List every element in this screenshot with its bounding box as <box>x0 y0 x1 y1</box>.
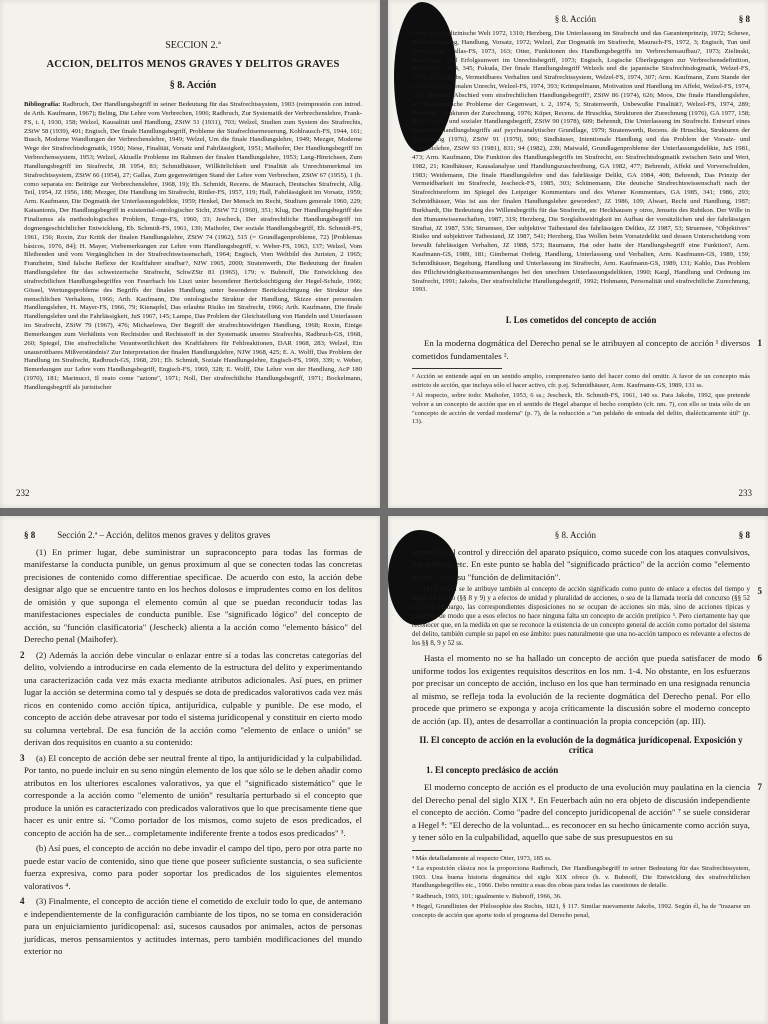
paragraph-7 <box>412 781 762 843</box>
paragraph-text: (2) Además la acción debe vincular o enlazar entre sí a todas las concretas categorías del delito, volviendo a introducirse en cada elemento de la estructura del delito y experimentando una caracterización cada vez más exacta mediante atributos adicionales. Así pues, en primer lugar la acción se determina como tal y después se dota de predicados valorativos cada vez más ricos en contenido como acción típica, antijurídica, culpable y punible. De ese modo, el concepto de acción debe atravesar por todo el sistema jurídicopenal y constituir en cierto modo su columna vertebral. De esa función de la acción como "elemento de enlace o unión" se derivan dos requisitos en cuanto a su contenido: <box>24 649 362 748</box>
paragraph-text: El moderno concepto de acción es el producto de una evolución muy paulatina en la ciencia del Derecho penal del siglo XIX ⁶. En Feuerbach aún no era objeto de discusión independiente el concepto de acción. Como "padre del concepto jurídicopenal de acción" ⁷ se suele considerar a Hegel ⁸: "El derecho de la voluntad... es reconocer en su hecho únicamente como acción suya, y tener sólo en la culpabilidad, aquello que sabe de sus presupuestos en su <box>412 782 750 843</box>
book-page-lower-left <box>0 516 380 1024</box>
margin-number: 4 <box>20 896 25 907</box>
page-number: 232 <box>16 488 30 498</box>
paragraph <box>20 752 362 839</box>
bibliography-continued: Sicht, Die medizinische Welt 1972, 1310; Herzberg, Die Unterlassung im Strafrecht und das Garantenprinzip, 1972; Schewe, Reflexbewegung, Handlung, Vorsatz, 1972; Welzel, Zur Dogmatik im Strafrecht, Maurach-FS, 1972, 3; Engisch, Tun und Unterlassen, Gallas-FS, 1973, 163; Otter, Funktionen des Handlungsbegriffs im Verbrechensaufbau?, 1973; Zielinski, Handlungs- und Erfolgsunwert im Unrechtsbegriff, 1973; Engisch, Logische Überlegungen zur Verbrechensdefinition, Welzel-FS, 1974, 345; Fukuda, Der finale Handlungsbegriff Welzels und die japanische Strafrechtsdogmatik, Welzel-FS, 1974, 251; Jakobs, Vermeidbares Verhalten und Strafrechtssystem, Welzel-FS, 1974, 307; Arm. Kaufmann, Zum Stande der Lehre vom personalen Unrecht, Welzel-FS, 1974, 393; Krümpelmann, Motivation und Handlung im Affekt, Welzel-FS, 1974, 327; Maiwald, Abschied vom strafrechtlichen Handlungsbegriff?, ZStW 86 (1974), 626; Moos, Die finale Handlungslehre, en: Strafrechtliche Probleme der Gegenwart, t. 2, 1974, 5; Stratenwerth, Unbewußte Finalität?, Welzel-FS, 1974, 289; Hruschka, Strukturen der Zurechnung, 1976; Küper, Recens. de Hruschka, Strukturen der Zurechnung (1976), GA 1977, 158; Bloy, Finaler und sozialer Handlungsbegriff, ZStW 90 (1978), 609; Behrendt, Die Unterlassung im Strafrecht. Entwurf eines negativen Handlungsbegriffs auf psychoanalytischer Grundlage, 1979; Stratenwerth, Recens. de Hruschka, Strukturen der Zurechnung (1976), ZStW 91 (1979), 906; Sindhäuser, Intentionale Handlung und das Problem der Vorsatz- und Unrechtslehre, ZStW 93 (1981), 831; 94 (1982), 239; Maiwald, Grundlagenprobleme der Unterlassungsdelikte, JuS 1981, 473; Arm. Kaufmann, Die Funktion des Handlungsbegriffs im Strafrecht, en: Strafrechtsdogmatik zwischen Sein und Wert, 1982, 21; Kindhäuser, Kausalanalyse und Handlungszuschreibung, GA 1982, 477; Behrendt, Affekt und Vorverschulden, 1983; Weidemann, Die finale Handlungslehre und das fahrlässige Delikt, GA 1984, 408; Behrendt, Das Prinzip der Vermeidbarkeit im Strafrecht, Jescheck-FS, 1985, 303; Schünemann, Die deutsche Strafrechtswissenschaft nach der Strafrechtsreform im Spiegel des Leipziger Kommentars und des Wiener Kommentars, GA 1985, 341; 1986, 293; Schmidhäuser, Was ist aus der finalen Handlungslehre geworden?, JZ 1986, 109; Alwart, Recht und Handlung, 1987; Burkhardt, Die Bedeutung des Willensbegriffs für das Strafrecht, en: Heckhausen y otros, Jenseits des Rubikon. Der Wille in den Humanwissenschaften, 1987, 319; Herzberg, Die Sorgfaltswidrigkeit im Aufbau der vorsätzlichen und der fahrlässigen Straftat, JZ 1987, 536; Struensee, Der subjektive Tatbestand des fahrlässigen Delikts, JZ 1987, 53; Struensee, "Objektives" Risiko und subjektiver Tatbestand, JZ 1987, 541; Herzberg, Das Wollen beim Vorsatzdelikt und dessen Unterscheidung vom bewußt fahrlässigen Verhalten, JZ 1988, 573; Baumann, Hat oder hatte der Handlungsbegriff eine Funktion?, Arm. Kaufmann-GS, 1989, 181; Gimbernat Ordeig, Handlung, Unterlassung und Verhalten, Arm. Kaufmann-GS, 1989, 159; Schmidhäuser, Begehung, Handlung und Unterlassung im Strafrecht, Arm. Kaufmann-GS, 1989, 131; Kahlo, Das Problem des Pflichtwidrigkeitszusammenhanges bei den unechten Unterlassungsdelikten, 1990; Kargl, Handlung und Ordnung im Strafrecht, 1991; Jakobs, Der strafrechtliche Handlungsbegriff, 1992; Hohmann, Personalität und strafrechtliche Zurechnung, 1993. <box>412 30 750 294</box>
margin-number: 7 <box>757 782 762 793</box>
footnote: ⁸ Hegel, Grundlinien der Philosophie des Rechts, 1821, § 117. Similar nuevamente Jakobs, 1992. Según él, ha de "trazarse un concepto de acción que aporte todo el programa del Derecho penal, <box>412 903 750 919</box>
paragraph <box>24 842 362 892</box>
paragraph-text: Hasta el momento no se ha hallado un concepto de acción que pueda satisfacer de modo uniforme todos los exigentes requisitos descritos en los nm. 1-4. No obstante, en los esfuerzos por precisar un concepto de acción, incluso en los que han terminado en una resignada renuncia al mismo, se refleja toda la evolución de la reciente dogmática del Derecho penal. Por ello procede que primero se exponga y acoja críticamente la discusión sobre el moderno concepto de acción (ap. II), antes de desarrollar a continuación la propia concepción (ap. III). <box>412 653 750 726</box>
paragraph-4-small <box>412 586 762 649</box>
paragraph-text: sometidas al control y dirección del aparato psíquico, como sucede con los ataques convulsivos, los delirios, etc. En este punto se habla del "significado práctico" de la acción como "elemento límite", o de su "función de delimitación". <box>412 547 750 582</box>
section-heading-I: I. Los cometidos del concepto de acción <box>505 315 657 326</box>
running-header <box>24 530 362 540</box>
running-head-mark: § 8 <box>24 530 36 540</box>
margin-number: 3 <box>20 752 25 763</box>
running-head-mark: § 8 <box>738 530 750 540</box>
margin-number: 5 <box>757 586 762 597</box>
paragraph-text: (3) Finalmente, el concepto de acción tiene el cometido de excluir todo lo que, de antemano e independientemente de la configuración cambiante de los tipos, no se toma en consideración para un enjuiciamiento jurídicopenal: así, sucesos causados por animales, actos de personas jurídicas, meros pensamientos y actitudes internas, pero también modificaciones del mundo exterior no <box>24 896 362 957</box>
running-head-title: Sección 2.ª – Acción, delitos menos graves y delitos graves <box>57 530 271 540</box>
paragraph <box>20 895 362 957</box>
margin-number: 6 <box>757 653 762 664</box>
footnotes <box>412 373 750 426</box>
paragraph-heading: § 8. Acción <box>169 80 217 91</box>
bibliography-block <box>24 101 362 393</box>
paragraph-6 <box>412 652 762 727</box>
running-header <box>412 14 750 24</box>
running-head-title: § 8. Acción <box>554 14 596 24</box>
book-page-lower-right <box>388 516 768 1024</box>
margin-number: 2 <box>20 649 25 660</box>
paragraph-1 <box>412 337 762 362</box>
body-text <box>20 546 362 958</box>
page-number: 233 <box>738 488 752 498</box>
footnote: ³ Más detalladamente al respecto Otter, 1973, 185 ss. <box>412 854 552 862</box>
chapter-title: ACCION, DELITOS MENOS GRAVES Y DELITOS GRAVES <box>46 59 340 70</box>
running-head-title: § 8. Acción <box>554 530 596 540</box>
bibliography-text: Radbruch, Der Handlungsbegriff in seiner Bedeutung für das Strafrechtssystem, 1903 (reimpresión con introd. de Arth. Kaufmann, 1967); Beling, Die Lehre vom Verbrechen, 1906; Radbruch, Zur Systematik der Verbrechenslehre, Frank-FS, t. I, 1930, 158; Welzel, Kausalität und Handlung, ZStW 51 (1931), 703; Welzel, Studien zum System des Strafrechts, ZStW 58 (1939), 491; Engisch, Der finale Handlungsbegriff, Probleme der Strafrechtserneuerung, Kohlrausch-FS, 1944, 161; Busch, Moderne Wandlungen der Verbrechenslehre, 1949; Welzel, Um die finale Handlungslehre, 1949; Mezger, Moderne Wege der Strafrechtsdogmatik, 1950; Niese, Finalität, Vorsatz und Fahrlässigkeit, 1951; Maihofer, Der Handlungsbegriff im Verbrechenssystem, 1953; Welzel, Aktuelle Probleme im Rahmen der finalen Handlungslehre, 1953; Lang-Hinrichsen, Zum Handlungsbegriff im Strafrecht, JR 1954, 83; Schmidhäuser, Willkürlichkeit und Finalität als Unrechtsmerkmal im Strafrechtssystem, ZStW 66 (1954), 27; Gallas, Zum gegenwärtigen Stand der Lehre vom Verbrechen, ZStW 67 (1955), 1 (h. como separata en: Beiträge zur Verbrechenslehre, 1968, 19); Eb. Schmidt, Recens. de Maurach, Deutsches Strafrecht, Allg. Teil, 1954, JZ 1956, 188; Mezger, Die Handlung im Strafrecht, Rittler-FS, 1957, 119; Hall, Fahrlässigkeit im Vorsatz, 1959; Arm. Kaufmann, Die Dogmatik der Unterlassungsdelikte, 1959; Henkel, Der Mensch im Recht, Studium generale 1960, 229; Katsantonis, Der Handlungsbegriff in existential-ontologischer Sicht, ZStW 72 (1960), 351; Klug, Der Handlungsbegriff des Finalismus als methodologisches Problem, Emge-FS, 1960, 33; Jescheck, Der strafrechtliche Handlungsbegriff im dogmengeschichtlicher Entwicklung, Eb. Schmidt-FS, 1961, 139; Maihofer, Der soziale Handlungsbegriff, Eb. Schmidt-FS, 1961, 156; Roxin, Zur Kritik der finalen Handlungslehre, ZStW 74 (1962), 515 (= Grundlagenprobleme, 72) [Problemas básicos, 1976, 84]; H. Mayer, Vorbemerkungen zur Lehre vom Handlungsbegriff, v. Weber-FS, 1963, 137; Welzel, Vom Bleibenden und vom Vergänglichen in der Strafrechtswissenschaft, 1964; Engisch, Vom Weltbild des Juristen, 2 1965; Franzheim, Sind falsche Reflexe der Kraftfahrer strafbar?, NJW 1965, 2000; Stratenwerth, Die Bedeutung der finalen Handlungslehre für das schweizerische Strafrecht, SchwZStr 81 (1965), 179; v. Bubnoff, Die Entwicklung des strafrechtlichen Handlungsbegriffes von Feuerbach bis Liszt unter besonderer Berücksichtigung der Hegel-Schule, 1966; Gössel, Wertungsprobleme des Begriffs der finalen Handlung unter besonderer Berücksichtigung der Struktur des menschlichen Verhaltens, 1966; Arth. Kaufmann, Die ontologische Struktur der Handlung, Skizze einer personalen Handlungslehre, H. Mayer-FS, 1966, 79; Kienapfel, Das erlaubte Risiko im Strafrecht, 1966; Arth. Kaufmann, Die finale Handlungslehre und die Fahrlässigkeit, JuS 1967, 145; Lampe, Das Problem der Gleichstellung von Handeln und Unterlassen im Strafrecht, ZStW 79 (1967), 476; Michaelowa, Der Begriff der strafrechtswidrigen Handlung, 1968; Roxin, Einige Bemerkungen zum Verhältnis von Rechtsidee und Rechtsstoff in der Systematik unseres Strafrechts, Radbruch-GS, 1968, 260; Spiegel, Die strafrechtliche Verantwortlichkeit des Kraftfahrers für Fehlreaktionen, DAR 1968, 283; Welzel, Ein unausrottbares Mißverständnis? Zur Interpretation der finalen Handlungslehre, NJW 1968, 425; E. A. Wolff, Das Problem der Handlung im Strafrecht, Radbruch-GS, 1968, 291; Eb. Schmidt, Soziale Handlungslehre, Engisch-FS, 1969, 339; v. Weber, Bemerkungen zur Lehre vom Handlungsbegriff, Engisch-FS, 1969, 328; E. Wolff, Die Lehre von der Handlung, AcP 180 (1970), 181; Marinucci, Il reato come "azione", 1971; Noll, Der strafrechtliche Handlungsbegriff, 1971; Bockelmann, Handlungsbegriff als juristischer <box>24 101 362 391</box>
paragraph-text: (4) A veces se le atribuye también al concepto de acción significado como punto de enlace a efectos del tiempo y lugar del hecho (§§ 8 y 9) y a efectos de unidad y pluralidad de acciones, o sea de la llamada teoría del concurso (§§ 52 ss.). Sin embargo, las correspondientes disposiciones no se ocupan de acciones sin más, sino de acciones típicas y punibles, de modo que a esos efectos no hace ninguna falta un concepto de acción pretípico ⁵. Pero ciertamente hay que reconocer que, en la medida en que se reconoce la existencia de un concepto general de acción como portador del sistema del delito, también cumple su papel en ese ámbito: pues naturalmente que una no-acción tampoco es relevante a efectos de los §§ 8, 9 y 52 ss. <box>412 586 750 648</box>
section-heading-II: II. El concepto de acción en la evolución de la dogmática jurídicopenal. Exposición y crítica <box>419 735 743 756</box>
footnote: ² Al respecto, sobre todo: Maihofer, 1953, 6 ss.; Jescheck, Eb. Schmidt-FS, 1961, 140 ss. Para Jakobs, 1992, que pretende volver a un concepto de acción que en el sentido de Hegel abarque el hecho completo (cfr. nm. 7), con ello se trata sólo de un "concepto de acción de verdad moderna" (p. 7), de la reducción a "un peldaño de entrada del delito, dialécticamente útil" (p. 13). <box>412 392 750 426</box>
bibliography-label: Bibliografía: <box>24 101 61 108</box>
subsection-heading-1: 1. El concepto preclásico de acción <box>426 765 559 776</box>
paragraph <box>20 649 362 749</box>
footnote-rule <box>412 368 502 369</box>
paragraph <box>24 546 362 646</box>
footnote: ⁷ Radbruch, 1903, 101; igualmente v. Bubnoff, 1966, 36. <box>412 892 562 900</box>
running-head-mark: § 8 <box>738 14 750 24</box>
footnote: ⁴ La exposición clásica nos la proporciona Radbruch, Der Handlungsbegriff in seiner Bedeutung für das Strafrechtssystem, 1903. Una buena historia dogmática del siglo XIX ofrece (h. v. Bubnoff, Die Entwicklung des strafrechtlichen Handlungsbegriffes etc., 1966. Debo remitir a esas dos obras para todas las cuestiones de detalle. <box>412 865 750 890</box>
paragraph-text: (a) El concepto de acción debe ser neutral frente al tipo, la antijuridicidad y la culpabilidad. Por tanto, no puede incluir en su seno ningún elemento de los que sólo se le deben añadir como atributos en los ulteriores escalones valorativos, ya que el "significado sistemático" que le corresponde a la acción como "elemento de unión" resultaría perturbado si el concepto que produce la unión es caracterizado con predicados valorativos que lo que precisamente tiene que hacer es unir entre sí. "Como portador de los mismos, como sujeto de esos predicados, el concepto de acción ha de ser... completamente indiferente frente a todos esos predicados" ³. <box>24 752 362 838</box>
footnote-rule <box>412 850 502 851</box>
book-page-232 <box>0 0 380 508</box>
paragraph-text: En la moderna dogmática del Derecho penal se le atribuyen al concepto de acción ¹ diversos cometidos fundamentales ². <box>412 338 750 361</box>
section-heading: SECCION 2.ª <box>165 40 221 51</box>
paragraph-continued <box>412 546 750 583</box>
paragraph-text: (b) Así pues, el concepto de acción no debe invadir el campo del tipo, pero por otra parte no puede estar vacío de contenido, sino que tiene que poseer suficiente sustancia, o sea suficiente fuerza expresiva, como para poder soportar los predicados de los siguientes elementos valorativos ⁴. <box>24 843 362 891</box>
margin-number: 1 <box>757 338 762 349</box>
footnote: ¹ Acción se entiende aquí en un sentido amplio, comprensivo tanto del hacer como del omitir. A favor de un concepto más estricto de acción, que incluya sólo el hacer activo, cfr. p.ej. Schmidhäuser, Arm. Kaufmann-GS, 1989, 131 ss. <box>412 373 750 389</box>
paragraph-text: (1) En primer lugar, debe suministrar un supraconcepto para todas las formas de manifestarse la conducta punible, un genus proximum al que se conecten todas las concretas precisiones de contenido como differentiae specificae. De acuerdo con esto, la acción debe designar algo que se encuentre tanto en los hechos dolosos e imprudentes como en los delitos de omisión y que suponga el elemento común al que se puedan reconducir todas las manifestaciones especiales de conducta punible. Ese "significado lógico" del concepto de acción, su "función clasificatoria" (Jescheck) alienta a la acción como "elemento básico" del Derecho penal (Maihofer). <box>24 547 362 645</box>
footnotes <box>412 855 750 921</box>
running-header <box>412 530 750 540</box>
book-page-233 <box>388 0 768 508</box>
